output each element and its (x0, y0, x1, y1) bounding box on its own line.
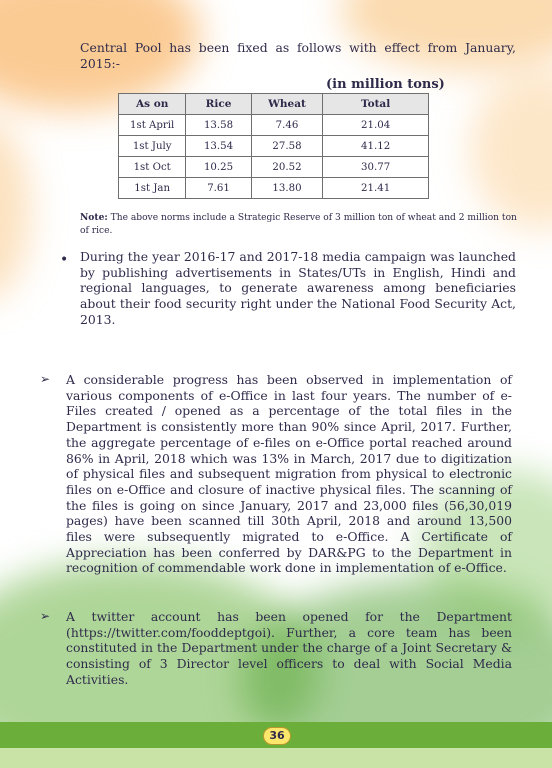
cell-wheat: 7.46 (251, 115, 322, 136)
cell-total: 21.04 (323, 115, 429, 136)
unit-label: (in million tons) (326, 77, 445, 92)
table-row (119, 115, 429, 136)
cell-rice: 13.58 (186, 115, 251, 136)
arrow-bullet-icon: ➢ (40, 372, 51, 386)
cell-total: 41.12 (323, 136, 429, 157)
page-number-badge: 36 (263, 727, 291, 745)
cell-wheat: 13.80 (251, 178, 322, 199)
cell-wheat: 20.52 (251, 157, 322, 178)
header-rice: Rice (186, 94, 251, 115)
header-wheat: Wheat (251, 94, 322, 115)
bullet-marker: • (60, 252, 69, 268)
cell-as-on: 1st July (119, 136, 186, 157)
arrow-bullet-icon: ➢ (40, 609, 51, 623)
twitter-paragraph: A twitter account has been opened for the Department (https://twitter.com/fooddeptgoi). Further, a core team has been constituted in the Department under the charge of a Joint Secretary & consisting of 3 Director level officers to deal with Social Media Activities. (66, 609, 512, 687)
table-header-row (119, 94, 429, 115)
cell-wheat: 27.58 (251, 136, 322, 157)
table-row (119, 157, 429, 178)
intro-paragraph: Central Pool has been fixed as follows with effect from January, 2015:- (80, 40, 516, 71)
cell-as-on: 1st April (119, 115, 186, 136)
table-row (119, 136, 429, 157)
cell-rice: 10.25 (186, 157, 251, 178)
note-label: Note: (80, 212, 108, 223)
header-total: Total (323, 94, 429, 115)
header-as-on: As on (119, 94, 186, 115)
cell-rice: 13.54 (186, 136, 251, 157)
e-office-paragraph: A considerable progress has been observed in implementation of various components of e-Office in last four years. The number of e-Files created / opened as a percentage of the total files in the Department is consistently more than 90% since April, 2017. Further, the aggregate percentage of e-files on e-Office portal reached around 86% in April, 2018 which was 13% in March, 2017 due to digitization of physical files and subsequent migration from physical to electronic files on e-Office and closure of inactive physical files. The scanning of the files is going on since January, 2017 and 23,000 files (56,30,019 pages) have been scanned till 30th April, 2018 and around 13,500 files were subsequently migrated to e-Office. A Certificate of Appreciation has been conferred by DAR&PG to the Department in recognition of commendable work done in implementation of e-Office. (66, 372, 512, 576)
buffer-norms-table (118, 93, 429, 199)
note-text: The above norms include a Strategic Reserve of 3 million ton of wheat and 2 million ton of rice. (80, 213, 517, 236)
cell-rice: 7.61 (186, 178, 251, 199)
cell-as-on: 1st Jan (119, 178, 186, 199)
table-note (80, 211, 520, 238)
cell-total: 30.77 (323, 157, 429, 178)
cell-as-on: 1st Oct (119, 157, 186, 178)
cell-total: 21.41 (323, 178, 429, 199)
media-campaign-paragraph: During the year 2016-17 and 2017-18 media campaign was launched by publishing advertisements in States/UTs in English, Hindi and regional languages, to generate awareness among beneficiaries about their food security right under the National Food Security Act, 2013. (80, 249, 516, 327)
table-row (119, 178, 429, 199)
